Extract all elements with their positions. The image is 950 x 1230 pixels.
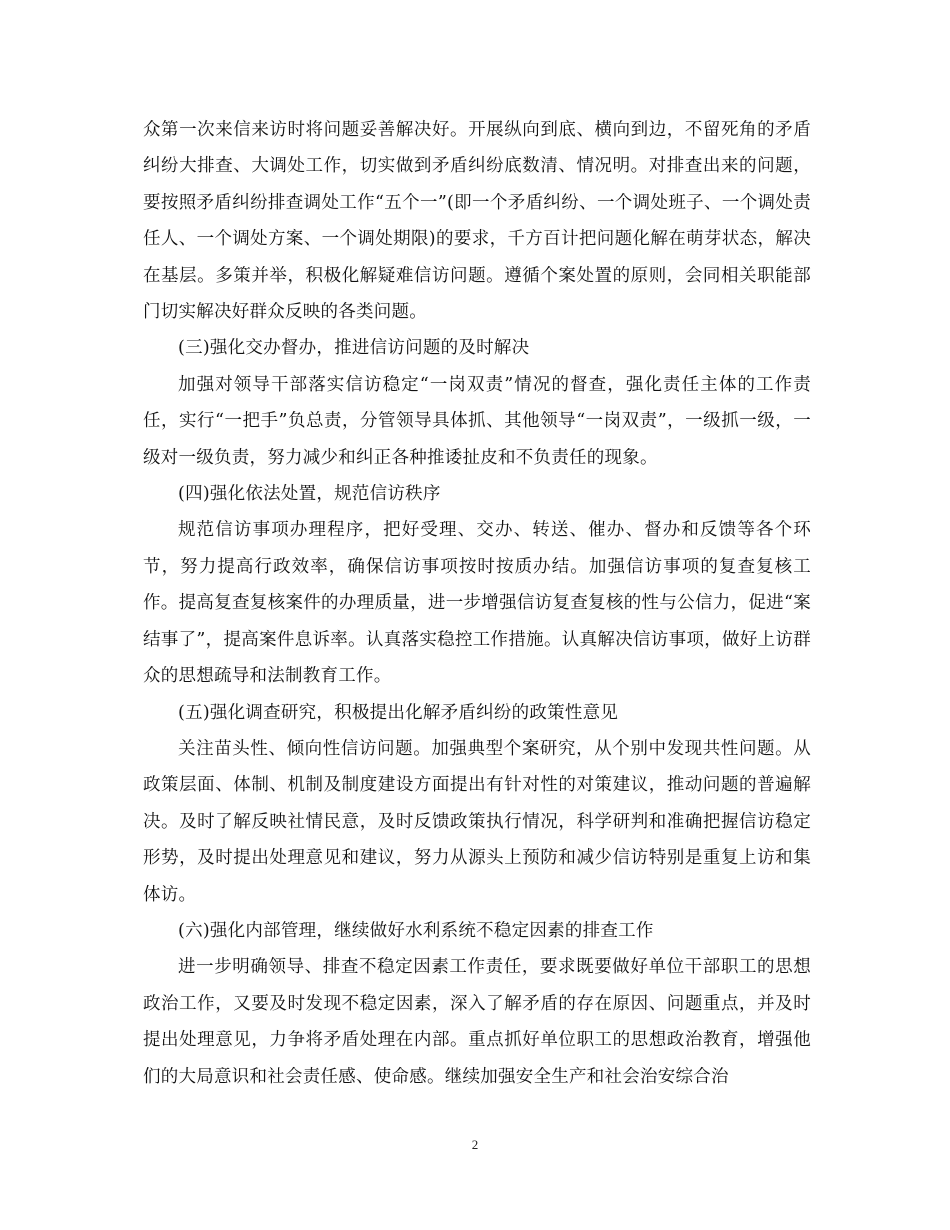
paragraph-section-5: 关注苗头性、倾向性信访问题。加强典型个案研究，从个别中发现共性问题。从政策层面、体制、机制及制度建设方面提出有针对性的对策建议，推动问题的普遍解决。及时了解反映社情民意，及时反馈政策执行情况，科学研判和准确把握信访稳定形势，及时提出处理意见和建议，努力从源头上预防和减少信访特别是重复上访和集体访。 <box>143 738 811 905</box>
section-heading-6: (六)强化内部管理，继续做好水利系统不稳定因素的排查工作 <box>178 920 654 941</box>
document-body <box>143 112 811 1095</box>
paragraph-continuation: 众第一次来信来访时将问题妥善解决好。开展纵向到底、横向到边，不留死角的矛盾纠纷大排查、大调处工作，切实做到矛盾纠纷底数清、情况明。对排查出来的问题，要按照矛盾纠纷排查调处工作“五个一”(即一个矛盾纠纷、一个调处班子、一个调处责任人、一个调处方案、一个调处期限)的要求，千方百计把问题化解在萌芽状态，解决在基层。多策并举，积极化解疑难信访问题。遵循个案处置的原则，会同相关职能部门切实解决好群众反映的各类问题。 <box>143 120 811 323</box>
section-heading-3: (三)强化交办督办，推进信访问题的及时解决 <box>178 338 530 359</box>
paragraph-section-6: 进一步明确领导、排查不稳定因素工作责任，要求既要做好单位干部职工的思想政治工作，又要及时发现不稳定因素，深入了解矛盾的存在原因、问题重点，并及时提出处理意见，力争将矛盾处理在内部。重点抓好单位职工的思想政治教育，增强他们的大局意识和社会责任感、使命感。继续加强安全生产和社会治安综合治 <box>143 957 811 1087</box>
paragraph-section-4: 规范信访事项办理程序，把好受理、交办、转送、催办、督办和反馈等各个环节，努力提高行政效率，确保信访事项按时按质办结。加强信访事项的复查复核工作。提高复查复核案件的办理质量，进一步增强信访复查复核的性与公信力，促进“案结事了”，提高案件息诉率。认真落实稳控工作措施。认真解决信访事项，做好上访群众的思想疏导和法制教育工作。 <box>143 520 811 687</box>
page-number: 2 <box>471 1137 479 1152</box>
paragraph-section-3: 加强对领导干部落实信访稳定“一岗双责”情况的督查，强化责任主体的工作责任，实行“一把手”负总责，分管领导具体抓、其他领导“一岗双责”，一级抓一级，一级对一级负责，努力减少和纠正各种推诿扯皮和不负责任的现象。 <box>143 374 811 468</box>
section-heading-5: (五)强化调查研究，积极提出化解矛盾纠纷的政策性意见 <box>178 702 619 723</box>
section-heading-4: (四)强化依法处置，规范信访秩序 <box>178 484 441 505</box>
